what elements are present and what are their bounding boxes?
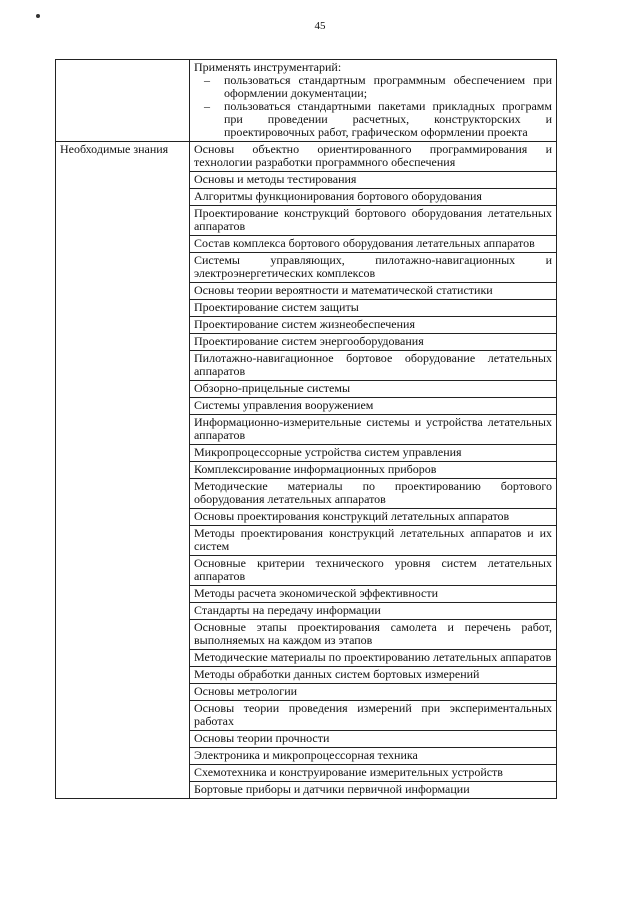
knowledge-item: Электроника и микропроцессорная техника	[190, 748, 557, 765]
skills-cell	[190, 60, 557, 142]
knowledge-item: Проектирование систем жизнеобеспечения	[190, 317, 557, 334]
knowledge-item: Системы управления вооружением	[190, 398, 557, 415]
skills-row	[56, 60, 557, 142]
knowledge-item: Состав комплекса бортового оборудования летательных аппаратов	[190, 236, 557, 253]
knowledge-item: Основы объектно ориентированного программирования и технологии разработки программного обеспечения	[190, 142, 557, 172]
knowledge-item: Основы проектирования конструкций летательных аппаратов	[190, 509, 557, 526]
knowledge-label: Необходимые знания	[56, 142, 190, 799]
knowledge-item: Проектирование систем энергооборудования	[190, 334, 557, 351]
knowledge-item: Обзорно-прицельные системы	[190, 381, 557, 398]
knowledge-item: Алгоритмы функционирования бортового оборудования	[190, 189, 557, 206]
knowledge-item: Информационно-измерительные системы и устройства летательных аппаратов	[190, 415, 557, 445]
knowledge-item: Комплексирование информационных приборов	[190, 462, 557, 479]
skills-list-item: – пользоваться стандартным программным обеспечением при оформлении документации;	[194, 74, 552, 100]
knowledge-item: Основы и методы тестирования	[190, 172, 557, 189]
knowledge-item: Системы управляющих, пилотажно-навигационных и электроэнергетических комплексов	[190, 253, 557, 283]
skills-label-cell	[56, 60, 190, 142]
skills-intro: Применять инструментарий:	[194, 60, 342, 74]
skills-list	[194, 74, 552, 139]
knowledge-item: Проектирование конструкций бортового оборудования летательных аппаратов	[190, 206, 557, 236]
knowledge-item: Методические материалы по проектированию бортового оборудования летательных аппаратов	[190, 479, 557, 509]
knowledge-item: Основы метрологии	[190, 684, 557, 701]
knowledge-item: Методические материалы по проектированию летательных аппаратов	[190, 650, 557, 667]
knowledge-item: Схемотехника и конструирование измерительных устройств	[190, 765, 557, 782]
knowledge-item: Методы проектирования конструкций летательных аппаратов и их систем	[190, 526, 557, 556]
knowledge-item: Микропроцессорные устройства систем управления	[190, 445, 557, 462]
knowledge-item: Проектирование систем защиты	[190, 300, 557, 317]
knowledge-item: Основы теории проведения измерений при экспериментальных работах	[190, 701, 557, 731]
page-number: 45	[314, 20, 326, 32]
knowledge-item: Методы расчета экономической эффективности	[190, 586, 557, 603]
knowledge-item: Методы обработки данных систем бортовых измерений	[190, 667, 557, 684]
knowledge-item: Основы теории прочности	[190, 731, 557, 748]
knowledge-item: Основы теории вероятности и математической статистики	[190, 283, 557, 300]
competency-table	[55, 59, 557, 799]
knowledge-item: Основные критерии технического уровня систем летательных аппаратов	[190, 556, 557, 586]
scan-speck	[36, 14, 40, 18]
knowledge-item: Стандарты на передачу информации	[190, 603, 557, 620]
knowledge-row	[56, 142, 557, 172]
knowledge-item: Основные этапы проектирования самолета и перечень работ, выполняемых на каждом из этапов	[190, 620, 557, 650]
skills-list-item: – пользоваться стандартными пакетами прикладных программ при проведении расчетных, конструкторских и проектировочных работ, графическом оформлении проекта	[194, 100, 552, 139]
knowledge-item: Пилотажно-навигационное бортовое оборудование летательных аппаратов	[190, 351, 557, 381]
knowledge-item: Бортовые приборы и датчики первичной информации	[190, 782, 557, 799]
